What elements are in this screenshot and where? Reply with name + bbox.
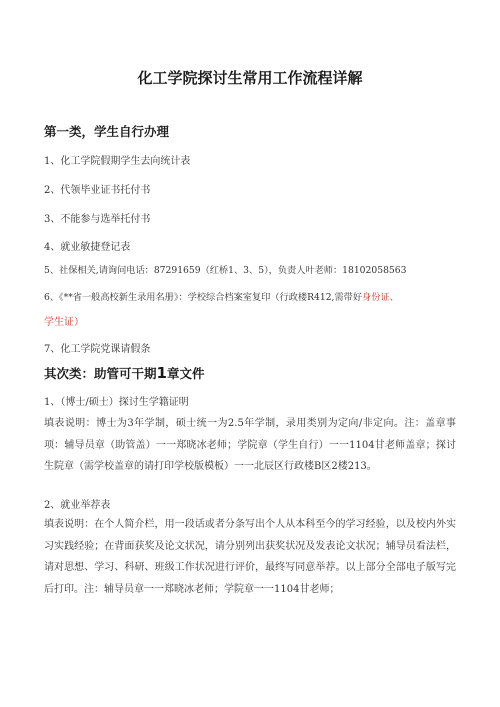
section1-item-5: 5、社保相关,请询问电话：87291659（红桥1、3、5），负责人叶老师：18102058563 <box>44 265 407 276</box>
section2-heading-number: 1 <box>156 364 167 382</box>
section1-heading: 第一类，学生自行办理 <box>44 124 170 139</box>
section1-item-6 <box>44 289 399 303</box>
section1-item-4: 4、就业敏捷登记表 <box>44 242 131 253</box>
section1-item-6-highlight: 身份证、 <box>362 292 399 303</box>
section1-item-3: 3、不能参与选举托付书 <box>44 214 151 225</box>
subsection-1-title: 1、（博士/硕士）探讨生学籍证明 <box>44 397 189 408</box>
subsection-1-text: 填表说明：博士为3年学制，硕士统一为2.5年学制，录用类别为定向/非定向。注：盖章事项：辅导员章（助管盖）一一郑晓冰老师；学院章（学生自行）一一1104甘老师盖章；探讨生院章（需学校盖章的请打印学校版模板）一一北辰区行政楼B区2楼213。 <box>44 418 456 472</box>
section1-item-2: 2、代领毕业证书托付书 <box>44 185 151 196</box>
section1-item-1: 1、化工学院假期学生去向统计表 <box>44 156 191 167</box>
section2-heading-part2: 章文件 <box>166 366 205 381</box>
section2-heading-part1: 其次类：助管可干期 <box>44 366 157 381</box>
section1-item-6-text: 6、《**省一般高校新生录用名册》：学校综合档案室复印（行政楼R412,需带好 <box>44 292 363 303</box>
section2-heading <box>44 364 204 382</box>
section1-item-6-continued: 学生证） <box>44 317 84 328</box>
section1-item-7: 7、化工学院党课请假条 <box>44 344 151 355</box>
document-title: 化工学院探讨生常用工作流程详解 <box>137 69 363 87</box>
subsection-2-text: 填表说明：在个人简介栏，用一段话或者分条写出个人从本科至今的学习经验，以及校内外实习实践经验；在背面获奖及论文状况，请分别列出获奖状况及发表论文状况；辅导员看法栏，请对思想、学习、科研、班级工作状况进行评价，最终写同意举荐。以上部分全部电子版写完后打印。注：辅导员章一一郑晓冰老师；学院章一一1104甘老师； <box>44 519 456 595</box>
subsection-2-title: 2、就业举荐表 <box>44 500 111 511</box>
